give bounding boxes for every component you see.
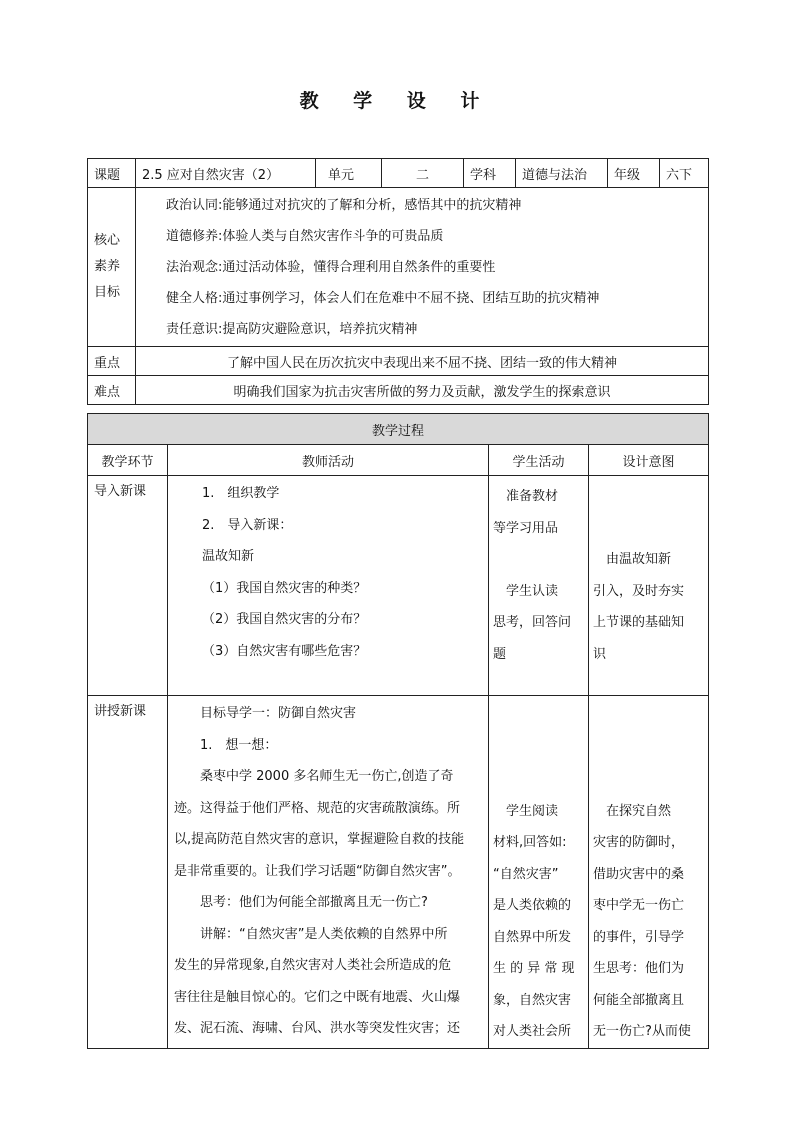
- core-goal-item: 道德修养:体验人类与自然灾害作斗争的可贵品质: [166, 228, 444, 244]
- key-point-value: 了解中国人民在历次抗灾中表现出来不屈不挠、团结一致的伟大精神: [136, 347, 709, 376]
- difficulty-label: 难点: [88, 376, 136, 405]
- difficulty-row: [88, 376, 709, 405]
- lesson-info-table: [87, 158, 709, 405]
- teaching-process-table: [87, 413, 709, 1049]
- core-goal-item: 责任意识:提高防灾避险意识，培养抗灾精神: [166, 321, 418, 337]
- process-row-new-lesson: [88, 696, 709, 1049]
- core-goal-item: 法治观念:通过活动体验，懂得合理利用自然条件的重要性: [166, 259, 496, 275]
- unit-label: 单元: [316, 159, 382, 188]
- key-point-row: [88, 347, 709, 376]
- subject-value: 道德与法治: [516, 159, 608, 188]
- student-activity-cell: 学生阅读 材料,回答如: “自然灾害” 是人类依赖的 自然界中所发 生 的 异 常 现 象，自然灾害 对人类社会所: [489, 696, 589, 1049]
- core-goal-item: 健全人格:通过事例学习，体会人们在危难中不屈不挠、团结互助的抗灾精神: [166, 290, 600, 306]
- design-intent-cell: 由温故知新 引入，及时夯实 上节课的基础知 识: [589, 476, 709, 696]
- teacher-activity-cell: 目标导学一：防御自然灾害 1. 想一想： 桑枣中学 2000 多名师生无一伤亡,创造了奇 迹。这得益于他们严格、规范的灾害疏散演练。所 以,提高防范自然灾害的意识，掌握避险自救的技能 是非常重要的。让我们学习话题“防御自然灾害”。 思考：他们为何能全部撤离且无一伤亡? 讲解：“自然灾害”是人类依赖的自然界中所 发生的异常现象,自然灾害对人类社会所造成的危 害往往是触目惊心的。它们之中既有地震、火山爆 发、泥石流、海啸、台风、洪水等突发性灾害；还: [168, 696, 489, 1049]
- student-activity-cell: 准备教材 等学习用品 学生认读 思考，回答问 题: [489, 476, 589, 696]
- header-teacher: 教师活动: [168, 445, 489, 476]
- core-goals-row: [88, 188, 709, 347]
- stage-cell: 讲授新课: [88, 696, 168, 1049]
- unit-value: 二: [382, 159, 464, 188]
- info-row: [88, 159, 709, 188]
- topic-value: 2.5 应对自然灾害（2）: [136, 159, 316, 188]
- header-student: 学生活动: [489, 445, 589, 476]
- process-title-row: [88, 414, 709, 445]
- stage-cell: 导入新课: [88, 476, 168, 696]
- topic-label: 课题: [88, 159, 136, 188]
- header-stage: 教学环节: [88, 445, 168, 476]
- process-row-intro: [88, 476, 709, 696]
- difficulty-value: 明确我们国家为抗击灾害所做的努力及贡献，激发学生的探索意识: [136, 376, 709, 405]
- process-header-row: [88, 445, 709, 476]
- design-intent-cell: 在探究自然 灾害的防御时， 借助灾害中的桑 枣中学无一伤亡 的事件，引导学 生思考：他们为 何能全部撤离且 无一伤亡?从而使: [589, 696, 709, 1049]
- process-title: 教学过程: [88, 414, 709, 445]
- grade-value: 六下: [660, 159, 709, 188]
- header-intent: 设计意图: [589, 445, 709, 476]
- core-goal-item: 政治认同:能够通过对抗灾的了解和分析，感悟其中的抗灾精神: [166, 197, 522, 213]
- document-title: 教 学 设 计: [299, 90, 494, 112]
- core-goals-label: 核心 素养 目标: [88, 188, 136, 347]
- teacher-activity-cell: 1. 组织教学 2. 导入新课： 温故知新 （1）我国自然灾害的种类？ （2）我国自然灾害的分布？ （3）自然灾害有哪些危害？: [168, 476, 489, 696]
- core-goals-list: [136, 188, 709, 347]
- key-point-label: 重点: [88, 347, 136, 376]
- grade-label: 年级: [608, 159, 660, 188]
- subject-label: 学科: [464, 159, 516, 188]
